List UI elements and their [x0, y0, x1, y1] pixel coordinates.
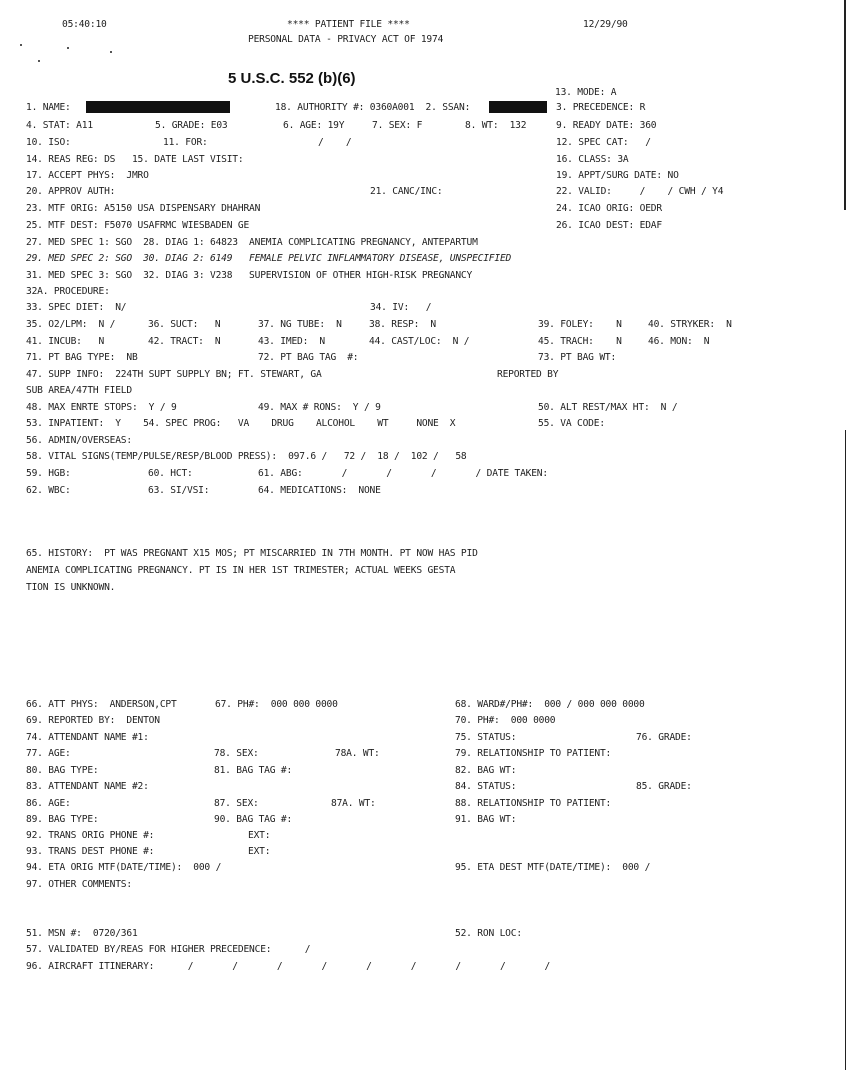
field-cast-loc: 44. CAST/LOC: N /: [369, 336, 470, 347]
field-med-spec-1: 27. MED SPEC 1: SGO 28. DIAG 1: 64823 ANEMIA COMPLICATING PREGNANCY, ANTEPARTUM: [26, 237, 478, 248]
field-attendant-1-bag-wt: 82. BAG WT:: [455, 765, 517, 776]
redaction-bar-ssan: [489, 101, 547, 113]
field-imed: 43. IMED: N: [258, 336, 325, 347]
field-wbc: 62. WBC:: [26, 485, 71, 496]
field-supp-info-cont: SUB AREA/47TH FIELD: [26, 385, 132, 396]
field-admin-overseas: 56. ADMIN/OVERSEAS:: [26, 435, 132, 446]
field-weight: 8. WT: 132: [465, 120, 527, 131]
field-trans-orig-ext: EXT:: [248, 830, 271, 841]
field-aircraft-itinerary: 96. AIRCRAFT ITINERARY: / / / / / / / / /: [26, 961, 551, 972]
field-ron-loc: 52. RON LOC:: [455, 928, 522, 939]
field-eta-orig-mtf: 94. ETA ORIG MTF(DATE/TIME): 000 /: [26, 862, 222, 873]
field-ready-date: 9. READY DATE: 360: [556, 120, 657, 131]
field-valid: 22. VALID: / / CWH / Y4: [556, 186, 724, 197]
field-trans-dest-ext: EXT:: [248, 846, 271, 857]
field-class: 16. CLASS: 3A: [556, 154, 629, 165]
field-foley: 39. FOLEY: N: [538, 319, 622, 330]
field-vital-signs: 58. VITAL SIGNS(TEMP/PULSE/RESP/BLOOD PRESS): 097.6 / 72 / 18 / 102 / 58: [26, 451, 467, 462]
field-pt-bag-type: 71. PT BAG TYPE: NB: [26, 352, 138, 363]
field-reporter-phone: 70. PH#: 000 0000: [455, 715, 556, 726]
field-attendant-2-wt: 87A. WT:: [331, 798, 376, 809]
field-trans-orig-phone: 92. TRANS ORIG PHONE #:: [26, 830, 155, 841]
field-eta-dest-mtf: 95. ETA DEST MTF(DATE/TIME): 000 /: [455, 862, 651, 873]
field-attendant-2-bag-tag: 90. BAG TAG #:: [214, 814, 293, 825]
field-for: 11. FOR:: [163, 137, 208, 148]
field-stat: 4. STAT: A11: [26, 120, 93, 131]
scan-edge-line: [845, 430, 846, 1070]
field-med-spec-3: 31. MED SPEC 3: SGO 32. DIAG 3: V238 SUPERVISION OF OTHER HIGH-RISK PREGNANCY: [26, 270, 473, 281]
field-other-comments: 97. OTHER COMMENTS:: [26, 879, 132, 890]
field-medications: 64. MEDICATIONS: NONE: [258, 485, 381, 496]
field-o2-lpm: 35. O2/LPM: N /: [26, 319, 116, 330]
field-attendant-1-age: 77. AGE:: [26, 748, 71, 759]
field-si-vsi: 63. SI/VSI:: [148, 485, 210, 496]
field-authority-ssan: 18. AUTHORITY #: 0360A001 2. SSAN:: [275, 102, 471, 113]
field-att-phys: 66. ATT PHYS: ANDERSON,CPT: [26, 699, 177, 710]
field-mtf-dest: 25. MTF DEST: F5070 USAFRMC WIESBADEN GE: [26, 220, 250, 231]
scan-speck: [67, 47, 69, 49]
history-line-2: ANEMIA COMPLICATING PREGNANCY. PT IS IN HER 1ST TRIMESTER; ACTUAL WEEKS GESTA: [26, 565, 456, 576]
field-spec-diet: 33. SPEC DIET: N/: [26, 302, 127, 313]
document-subtitle: PERSONAL DATA - PRIVACY ACT OF 1974: [248, 34, 444, 45]
field-grade: 5. GRADE: E03: [155, 120, 228, 131]
field-validated-by: 57. VALIDATED BY/REAS FOR HIGHER PRECEDENCE: /: [26, 944, 311, 955]
field-icao-dest: 26. ICAO DEST: EDAF: [556, 220, 662, 231]
print-date: 12/29/90: [583, 19, 628, 30]
field-supp-info: 47. SUPP INFO: 224TH SUPT SUPPLY BN; FT. STEWART, GA: [26, 369, 322, 380]
print-time: 05:40:10: [62, 19, 107, 30]
field-accept-phys: 17. ACCEPT PHYS: JMRO: [26, 170, 149, 181]
field-attendant-2-relationship: 88. RELATIONSHIP TO PATIENT:: [455, 798, 612, 809]
field-hct: 60. HCT:: [148, 468, 193, 479]
field-inpatient-spec-prog: 53. INPATIENT: Y 54. SPEC PROG: VA DRUG ALCOHOL WT NONE X: [26, 418, 456, 429]
field-mon: 46. MON: N: [648, 336, 710, 347]
field-alt-rest-max-ht: 50. ALT REST/MAX HT: N /: [538, 402, 678, 413]
field-spec-cat: 12. SPEC CAT: /: [556, 137, 651, 148]
field-pt-bag-wt: 73. PT BAG WT:: [538, 352, 617, 363]
field-attendant-name-2: 83. ATTENDANT NAME #2:: [26, 781, 149, 792]
field-pt-bag-tag: 72. PT BAG TAG #:: [258, 352, 359, 363]
field-trans-dest-phone: 93. TRANS DEST PHONE #:: [26, 846, 155, 857]
field-max-rons: 49. MAX # RONS: Y / 9: [258, 402, 381, 413]
field-incub: 41. INCUB: N: [26, 336, 105, 347]
field-attendant-1-relationship: 79. RELATIONSHIP TO PATIENT:: [455, 748, 612, 759]
field-med-spec-2: 29. MED SPEC 2: SGO 30. DIAG 2: 6149 FEMALE PELVIC INFLAMMATORY DISEASE, UNSPECIFIED: [26, 253, 512, 264]
field-attendant-2-sex: 87. SEX:: [214, 798, 259, 809]
field-attendant-2-grade: 85. GRADE:: [636, 781, 692, 792]
field-attendant-1-grade: 76. GRADE:: [636, 732, 692, 743]
field-approv-auth: 20. APPROV AUTH:: [26, 186, 116, 197]
field-iso: 10. ISO:: [26, 137, 71, 148]
history-line-1: 65. HISTORY: PT WAS PREGNANT X15 MOS; PT MISCARRIED IN 7TH MONTH. PT NOW HAS PID: [26, 548, 478, 559]
redaction-bar-name: [86, 101, 230, 113]
field-attendant-2-bag-wt: 91. BAG WT:: [455, 814, 517, 825]
field-msn: 51. MSN #: 0720/361: [26, 928, 138, 939]
field-iv: 34. IV: /: [370, 302, 432, 313]
field-att-phys-phone: 67. PH#: 000 000 0000: [215, 699, 338, 710]
field-reported-by-label: REPORTED BY: [497, 369, 559, 380]
field-attendant-2-age: 86. AGE:: [26, 798, 71, 809]
field-attendant-2-bag-type: 89. BAG TYPE:: [26, 814, 99, 825]
field-ng-tube: 37. NG TUBE: N: [258, 319, 342, 330]
field-suct: 36. SUCT: N: [148, 319, 221, 330]
scan-edge-line: [844, 0, 846, 210]
field-for-date: / /: [318, 137, 352, 148]
field-va-code: 55. VA CODE:: [538, 418, 605, 429]
field-resp: 38. RESP: N: [369, 319, 436, 330]
field-ward-phone: 68. WARD#/PH#: 000 / 000 000 0000: [455, 699, 645, 710]
field-attendant-name-1: 74. ATTENDANT NAME #1:: [26, 732, 149, 743]
field-hgb: 59. HGB:: [26, 468, 71, 479]
history-line-3: TION IS UNKNOWN.: [26, 582, 116, 593]
field-procedure: 32A. PROCEDURE:: [26, 286, 110, 297]
field-trach: 45. TRACH: N: [538, 336, 622, 347]
field-precedence: 3. PRECEDENCE: R: [556, 102, 646, 113]
field-abg: 61. ABG: / / / / DATE TAKEN:: [258, 468, 548, 479]
scan-speck: [38, 60, 40, 62]
field-mtf-orig: 23. MTF ORIG: A5150 USA DISPENSARY DHAHRAN: [26, 203, 261, 214]
field-sex: 7. SEX: F: [372, 120, 423, 131]
field-age: 6. AGE: 19Y: [283, 120, 345, 131]
document-title: **** PATIENT FILE ****: [287, 19, 410, 30]
field-reported-by: 69. REPORTED BY: DENTON: [26, 715, 160, 726]
scan-speck: [110, 51, 112, 53]
field-tract: 42. TRACT: N: [148, 336, 221, 347]
field-attendant-1-sex: 78. SEX:: [214, 748, 259, 759]
field-appt-surg-date: 19. APPT/SURG DATE: NO: [556, 170, 679, 181]
field-name: 1. NAME:: [26, 102, 71, 113]
field-mode: 13. MODE: A: [555, 87, 617, 98]
field-icao-orig: 24. ICAO ORIG: OEDR: [556, 203, 662, 214]
field-attendant-1-bag-tag: 81. BAG TAG #:: [214, 765, 293, 776]
foia-exemption-stamp: 5 U.S.C. 552 (b)(6): [228, 70, 356, 87]
field-max-enrte-stops: 48. MAX ENRTE STOPS: Y / 9: [26, 402, 177, 413]
field-attendant-1-wt: 78A. WT:: [335, 748, 380, 759]
field-reas-reg: 14. REAS REG: DS 15. DATE LAST VISIT:: [26, 154, 244, 165]
scan-speck: [20, 44, 22, 46]
field-attendant-1-status: 75. STATUS:: [455, 732, 517, 743]
field-attendant-1-bag-type: 80. BAG TYPE:: [26, 765, 99, 776]
field-stryker: 40. STRYKER: N: [648, 319, 732, 330]
field-attendant-2-status: 84. STATUS:: [455, 781, 517, 792]
field-canc-inc: 21. CANC/INC:: [370, 186, 443, 197]
